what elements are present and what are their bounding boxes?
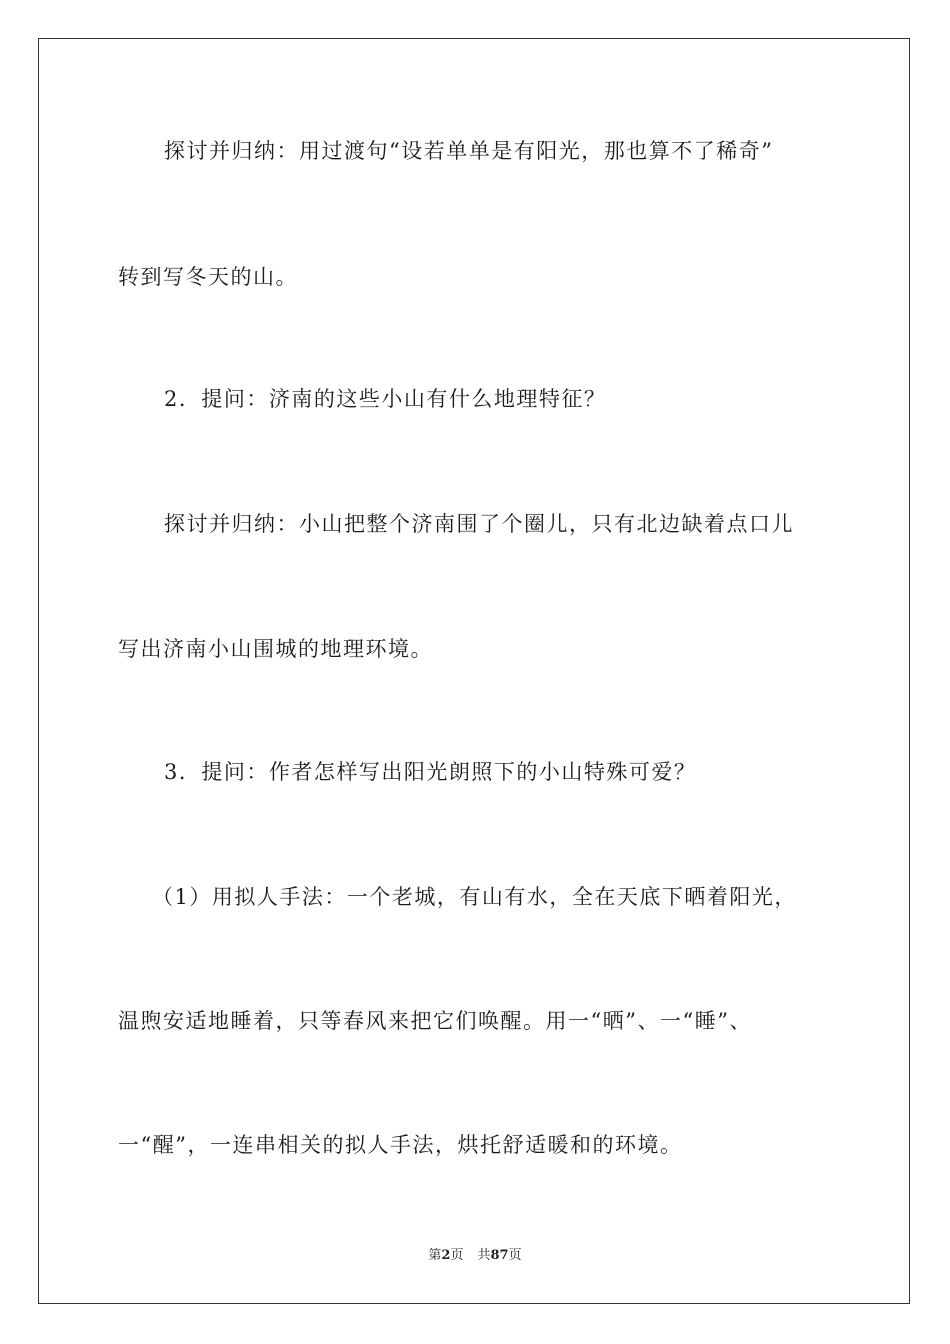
paragraph-line: 写出济南小山围城的地理环境。 xyxy=(118,637,433,661)
question-line: 2．提问：济南的这些小山有什么地理特征？ xyxy=(164,387,607,411)
paragraph-line: （1）用拟人手法：一个老城，有山有水，全在天底下晒着阳光， xyxy=(152,885,797,909)
paragraph-line: 一“醒”，一连串相关的拟人手法，烘托舒适暖和的环境。 xyxy=(118,1133,683,1157)
total-pages: 87 xyxy=(490,1248,509,1263)
page-prefix: 第 xyxy=(428,1248,442,1263)
paragraph-line: 温煦安适地睡着，只等春风来把它们唤醒。用一“晒”、一“睡”、 xyxy=(118,1009,752,1033)
paragraph-line: 探讨并归纳：小山把整个济南围了个圈儿，只有北边缺着点口儿 xyxy=(164,512,794,536)
page-number: 2 xyxy=(441,1248,451,1263)
total-suffix: 页 xyxy=(508,1248,522,1263)
question-line: 3．提问：作者怎样写出阳光朗照下的小山特殊可爱？ xyxy=(164,760,697,784)
page-suffix: 页 xyxy=(450,1248,464,1263)
paragraph-line: 探讨并归纳：用过渡句“设若单单是有阳光，那也算不了稀奇” xyxy=(164,139,774,163)
page-footer xyxy=(0,1247,950,1265)
paragraph-line: 转到写冬天的山。 xyxy=(118,265,298,289)
total-prefix: 共 xyxy=(477,1248,491,1263)
page-border xyxy=(38,38,910,1304)
